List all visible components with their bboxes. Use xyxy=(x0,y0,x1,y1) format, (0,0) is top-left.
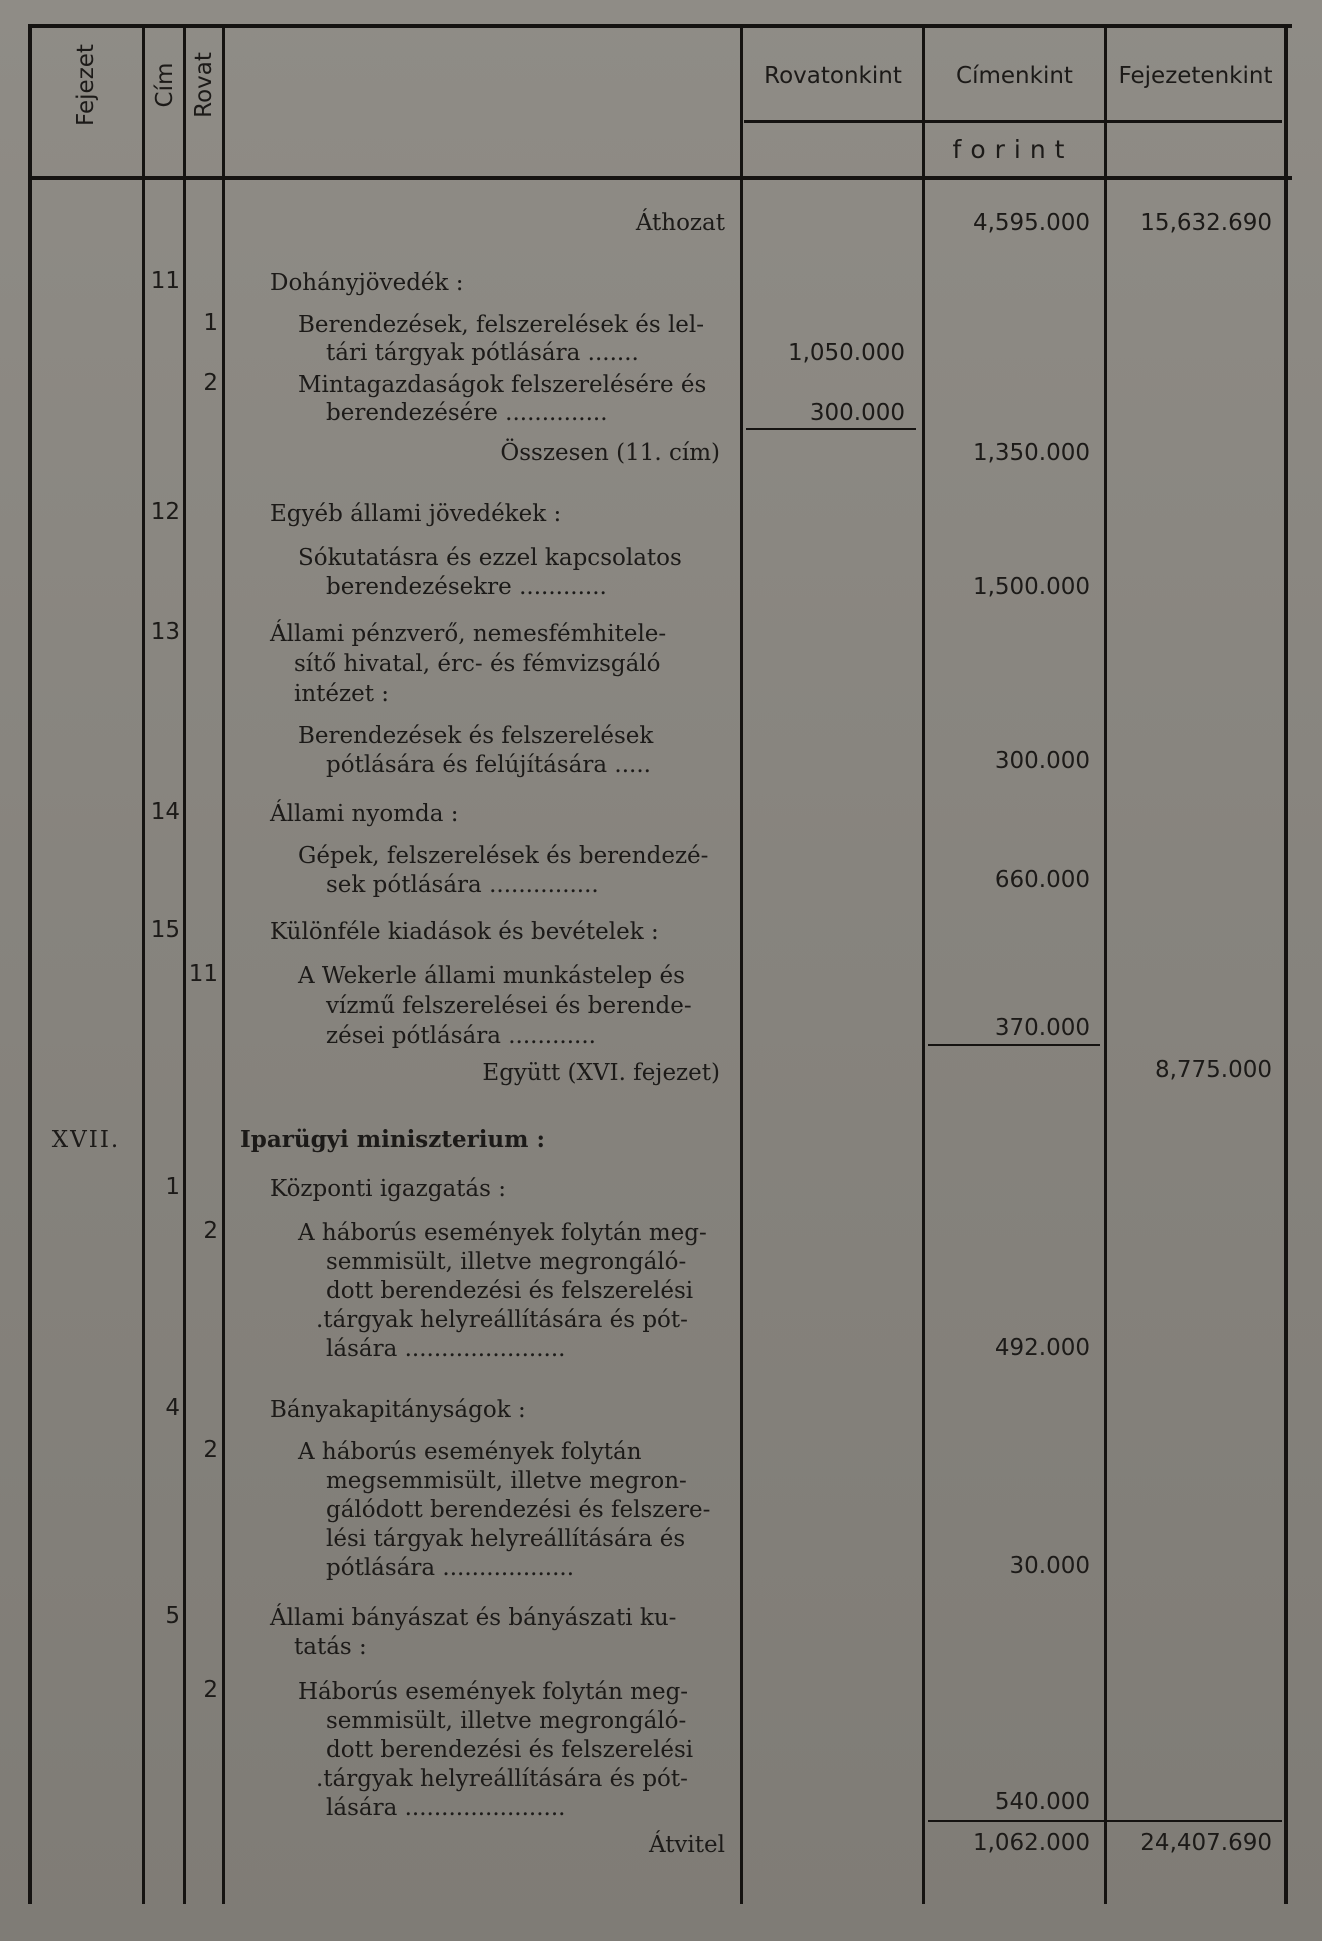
ch17-i1-amount: 492.000 xyxy=(994,1335,1090,1361)
ch17-s5-title2: tatás : xyxy=(294,1634,367,1660)
ch17-i5-line2: semmisült, illetve megrongáló- xyxy=(326,1708,687,1734)
item-13-amount: 300.000 xyxy=(994,748,1090,774)
ch17-s4-cim: 4 xyxy=(165,1395,180,1421)
item-13-line1: Berendezések és felszerelések xyxy=(298,723,654,749)
chapter-17-title: Iparügyi miniszterium : xyxy=(240,1126,545,1153)
section-11-cim: 11 xyxy=(150,268,180,294)
ch17-i4-rovat: 2 xyxy=(203,1437,218,1463)
left-border xyxy=(28,24,32,1904)
ch17-s5-title1: Állami bányászat és bányászati ku- xyxy=(270,1605,677,1631)
ch17-i1-line2: semmisült, illetve megrongáló- xyxy=(326,1249,687,1275)
item-12-line1: Sókutatásra és ezzel kapcsolatos xyxy=(298,545,682,571)
item-14-line2: sek pótlására ............... xyxy=(326,872,599,898)
item-15-line1: A Wekerle állami munkástelep és xyxy=(298,963,685,989)
section-15-title: Különféle kiadások és bevételek : xyxy=(270,919,659,945)
item-11-2-line1: Mintagazdaságok felszerelésére és xyxy=(298,372,707,398)
col-divider-cimenkint xyxy=(1104,26,1107,1904)
item-12-amount: 1,500.000 xyxy=(972,574,1090,600)
chapter-17-fejezet: XVII. xyxy=(51,1127,121,1153)
right-border xyxy=(1284,24,1288,1904)
item-11-1-amount: 1,050.000 xyxy=(787,340,905,366)
ch17-i5-line4: .tárgyak helyreállítására és pót- xyxy=(316,1766,688,1792)
item-11-1-line1: Berendezések, felszerelések és lel- xyxy=(298,312,705,338)
header-unit: forint xyxy=(952,135,1074,164)
ch17-i5-line1: Háborús események folytán meg- xyxy=(298,1679,689,1705)
ch17-s1-title: Központi igazgatás : xyxy=(270,1176,506,1202)
ch17-i1-line4: .tárgyak helyreállítására és pót- xyxy=(316,1307,688,1333)
section-14-cim: 14 xyxy=(150,799,180,825)
section-11-title: Dohányjövedék : xyxy=(270,270,464,296)
section-12-cim: 12 xyxy=(150,499,180,525)
egyutt-label: Együtt (XVI. fejezet) xyxy=(482,1060,720,1086)
section-12-title: Egyéb állami jövedékek : xyxy=(270,501,562,527)
ch17-i4-amount: 30.000 xyxy=(1009,1553,1090,1579)
atvitel-label: Átvitel xyxy=(648,1832,725,1858)
atvitel-cimenkint: 1,062.000 xyxy=(972,1830,1090,1856)
ch17-i1-line1: A háborús események folytán meg- xyxy=(298,1220,707,1246)
section-14-title: Állami nyomda : xyxy=(270,801,459,827)
ch17-i4-line5: pótlására .................. xyxy=(326,1555,575,1581)
item-15-rovat: 11 xyxy=(188,961,218,987)
header-rovat: Rovat xyxy=(191,52,217,118)
header-cimenkint: Címenkint xyxy=(956,63,1073,89)
col-divider-rovatonkint xyxy=(922,26,925,1904)
subtotal-rule-atvitel xyxy=(928,1820,1282,1822)
section-13-title3: intézet : xyxy=(294,681,390,707)
ch17-i5-amount: 540.000 xyxy=(994,1789,1090,1815)
sum-11-amount: 1,350.000 xyxy=(972,440,1090,466)
ch17-i4-line1: A háborús események folytán xyxy=(298,1439,642,1465)
col-divider-text xyxy=(740,26,743,1904)
item-14-line1: Gépek, felszerelések és berendezé- xyxy=(298,843,709,869)
ch17-i1-line5: lására ...................... xyxy=(326,1336,566,1362)
item-12-line2: berendezésekre ............ xyxy=(326,574,607,600)
header-cim: Cím xyxy=(152,62,178,108)
athozat-fejezetenkint: 15,632.690 xyxy=(1140,210,1272,236)
athozat-label: Áthozat xyxy=(635,210,725,236)
header-fejezetenkint: Fejezetenkint xyxy=(1118,63,1273,89)
item-11-1-line2: tári tárgyak pótlására ....... xyxy=(326,340,639,366)
section-13-cim: 13 xyxy=(150,619,180,645)
ch17-i5-rovat: 2 xyxy=(203,1677,218,1703)
athozat-cimenkint: 4,595.000 xyxy=(972,210,1090,236)
item-15-line3: zései pótlására ............ xyxy=(326,1023,596,1049)
ch17-i5-line5: lására ...................... xyxy=(326,1795,566,1821)
item-15-amount: 370.000 xyxy=(994,1015,1090,1041)
col-divider-rovat xyxy=(222,26,225,1904)
item-15-line2: vízmű felszerelései és berende- xyxy=(326,993,692,1019)
ch17-i1-rovat: 2 xyxy=(203,1218,218,1244)
sum-11-label: Összesen (11. cím) xyxy=(500,440,720,466)
section-15-cim: 15 xyxy=(150,917,180,943)
section-13-title1: Állami pénzverő, nemesfémhitele- xyxy=(270,621,667,647)
ch17-i1-line3: dott berendezési és felszerelési xyxy=(326,1278,694,1304)
item-11-2-amount: 300.000 xyxy=(809,400,905,426)
item-13-line2: pótlására és felújítására ..... xyxy=(326,752,651,778)
subtotal-rule-cim xyxy=(928,1044,1100,1046)
egyutt-amount: 8,775.000 xyxy=(1154,1057,1272,1083)
item-11-2-line2: berendezésére .............. xyxy=(326,400,608,426)
ch17-i4-line4: lési tárgyak helyreállítására és xyxy=(326,1526,686,1552)
ch17-i5-line3: dott berendezési és felszerelési xyxy=(326,1737,694,1763)
subtotal-rule-11 xyxy=(746,428,916,430)
ch17-s1-cim: 1 xyxy=(165,1174,180,1200)
ch17-s5-cim: 5 xyxy=(165,1603,180,1629)
header-bottom-rule xyxy=(28,176,1292,180)
item-14-amount: 660.000 xyxy=(994,867,1090,893)
ch17-i4-line3: gálódott berendezési és felszere- xyxy=(326,1497,711,1523)
item-11-2-rovat: 2 xyxy=(203,370,218,396)
unit-rule xyxy=(744,120,1282,123)
header-fejezet: Fejezet xyxy=(73,44,99,126)
ch17-i4-line2: megsemmisült, illetve megron- xyxy=(326,1468,687,1494)
item-11-1-rovat: 1 xyxy=(203,310,218,336)
section-13-title2: sítő hivatal, érc- és fémvizsgáló xyxy=(294,651,661,677)
ch17-s4-title: Bányakapitányságok : xyxy=(270,1397,526,1423)
header-rovatonkint: Rovatonkint xyxy=(764,63,902,89)
atvitel-fejezetenkint: 24,407.690 xyxy=(1140,1830,1272,1856)
